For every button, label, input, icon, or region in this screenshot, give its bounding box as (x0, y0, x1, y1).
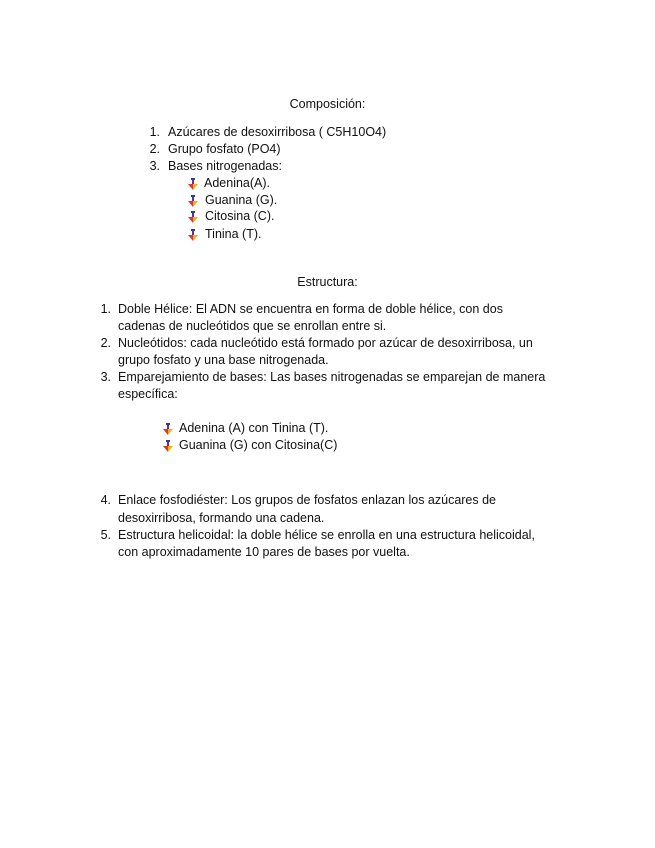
pair-item-text: Adenina (A) con Tinina (T). (179, 421, 329, 435)
arrow-down-bullet-icon (187, 229, 199, 241)
base-item-text: Guanina (G). (205, 193, 278, 207)
list-item-text-line-2: grupo fosfato y una base nitrogenada. (118, 353, 329, 367)
arrow-down-bullet-icon (162, 423, 174, 435)
list-item-text-line-2: con aproximadamente 10 pares de bases por vuelta. (118, 545, 410, 559)
list-item-number: 1. (149, 125, 160, 139)
arrow-down-bullet-icon (187, 178, 199, 190)
arrow-down-bullet-icon (162, 440, 174, 452)
list-item-text: Grupo fosfato (PO4) (168, 142, 281, 156)
list-item-number: 2. (100, 336, 111, 350)
list-item-number: 3. (100, 370, 111, 384)
list-item-text-line-1: Enlace fosfodiéster: Los grupos de fosfatos enlazan los azúcares de (118, 493, 497, 507)
base-item-text: Tinina (T). (205, 227, 262, 241)
list-item-number: 1. (100, 302, 111, 316)
list-item-text-line-2: desoxirribosa, formando una cadena. (118, 511, 325, 525)
arrow-down-bullet-icon (187, 195, 199, 207)
list-item-text-line-2: específica: (118, 387, 178, 401)
list-item-number: 4. (100, 493, 111, 507)
list-item-text-line-2: cadenas de nucleótidos que se enrollan entre si. (118, 319, 387, 333)
list-item-number: 2. (149, 142, 160, 156)
list-item-text-line-1: Estructura helicoidal: la doble hélice se enrolla en una estructura helicoidal, (118, 528, 535, 542)
list-item-number: 3. (149, 159, 160, 173)
list-item-number: 5. (100, 528, 111, 542)
structure-heading: Estructura: (297, 275, 358, 289)
list-item-text-line-1: Nucleótidos: cada nucleótido está formado por azúcar de desoxirribosa, un (118, 336, 533, 350)
list-item-text-line-1: Emparejamiento de bases: Las bases nitrogenadas se emparejan de manera (118, 370, 546, 384)
base-item-text: Citosina (C). (205, 209, 275, 223)
base-item-text: Adenina(A). (204, 176, 271, 190)
list-item-text: Azúcares de desoxirribosa ( C5H10O4) (168, 125, 387, 139)
composition-heading: Composición: (289, 97, 366, 111)
list-item-text: Bases nitrogenadas: (168, 159, 282, 173)
list-item-text-line-1: Doble Hélice: El ADN se encuentra en forma de doble hélice, con dos (118, 302, 503, 316)
arrow-down-bullet-icon (187, 211, 199, 223)
pair-item-text: Guanina (G) con Citosina(C) (179, 438, 338, 452)
